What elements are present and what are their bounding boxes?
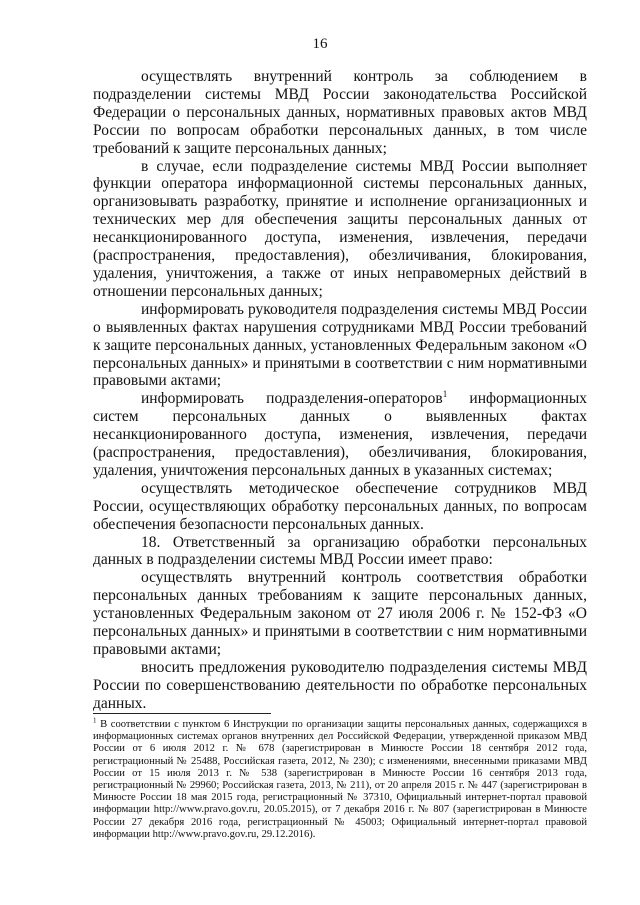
- paragraph-proposals: вносить предложения руководителю подразделения системы МВД России по совершенствованию деятельности по обработке персональных данных.: [93, 658, 587, 712]
- paragraph-internal-control: осуществлять внутренний контроль за соблюдением в подразделении системы МВД России законодательства Российской Федерации о персональных данных, нормативных правовых актов МВД России по вопросам обработки персональных данных, в том числе требований к защите персональных данных;: [93, 68, 587, 157]
- page-number: 16: [312, 36, 328, 52]
- body-text: [93, 68, 587, 713]
- footnote-1: [93, 716, 587, 841]
- paragraph-methodical-support: осуществлять методическое обеспечение сотрудников МВД России, осуществляющих обработку персональных данных, по вопросам обеспечения безопасности персональных данных.: [93, 479, 587, 533]
- paragraph-compliance-control: осуществлять внутренний контроль соответствия обработки персональных данных требованиям к защите персональных данных, установленных Федеральным законом от 27 июля 2006 г. № 152-ФЗ «О персональных данных» и принятыми в соответствии с ним нормативными правовыми актами;: [93, 569, 587, 658]
- footnotes: [93, 716, 587, 841]
- paragraph-inform-operators-start: информировать подразделения-операторов: [141, 390, 443, 408]
- footnote-reference: 1: [442, 389, 448, 400]
- footnote-text: В соответствии с пунктом 6 Инструкции по организации защиты персональных данных, содержащихся в информационных системах органов внутренних дел Российской Федерации, утвержденной приказом МВД России от 6 июля 2012 г. № 678 (зарегистрирован в Минюсте России 18 сентября 2012 года, регистрационный № 25488, Российская газета, 2012, № 230); с изменениями, внесенными приказами МВД России от 15 июля 2013 г. № 538 (зарегистрирован в Минюсте России 16 сентября 2013 года, регистрационный № 29960; Российская газета, 2013, № 211), от 20 апреля 2015 г. № 447 (зарегистрирован в Минюсте России 18 мая 2015 года, регистрационный № 37310, Официальный интернет-портал правовой информации http://www.pravo.gov.ru, 20.05.2015), от 7 декабря 2016 г. № 807 (зарегистрирован в Минюсте России 27 декабря 2016 года, регистрационный № 45003; Официальный интернет-портал правовой информации http://www.pravo.gov.ru, 29.12.2016).: [93, 719, 587, 840]
- paragraph-inform-operators: [93, 390, 587, 480]
- paragraph-inform-operators-end: информационных систем персональных данных о выявленных фактах несанкционированного доступа, изменения, извлечения, передачи (распространения, предоставления), обезличивания, блокирования, удаления, уничтожения персональных данных в указанных системах;: [93, 390, 587, 479]
- paragraph-operator-functions: в случае, если подразделение системы МВД России выполняет функции оператора информационной системы персональных данных, организовывать разработку, принятие и исполнение организационных и технических мер для обеспечения защиты персональных данных от несанкционированного доступа, изменения, извлечения, передачи (распространения, предоставления), обезличивания, блокирования, удаления, уничтожения, а также от иных неправомерных действий в отношении персональных данных;: [93, 157, 587, 300]
- paragraph-inform-head: информировать руководителя подразделения системы МВД России о выявленных фактах нарушения сотрудниками МВД России требований к защите персональных данных, установленных Федеральным законом «О персональных данных» и принятыми в соответствии с ним нормативными правовыми актами;: [93, 300, 587, 390]
- footnote-divider: [93, 713, 271, 714]
- footnote-marker: 1: [93, 716, 97, 725]
- paragraph-section-18: 18. Ответственный за организацию обработки персональных данных в подразделении системы МВД России имеет право:: [93, 533, 587, 569]
